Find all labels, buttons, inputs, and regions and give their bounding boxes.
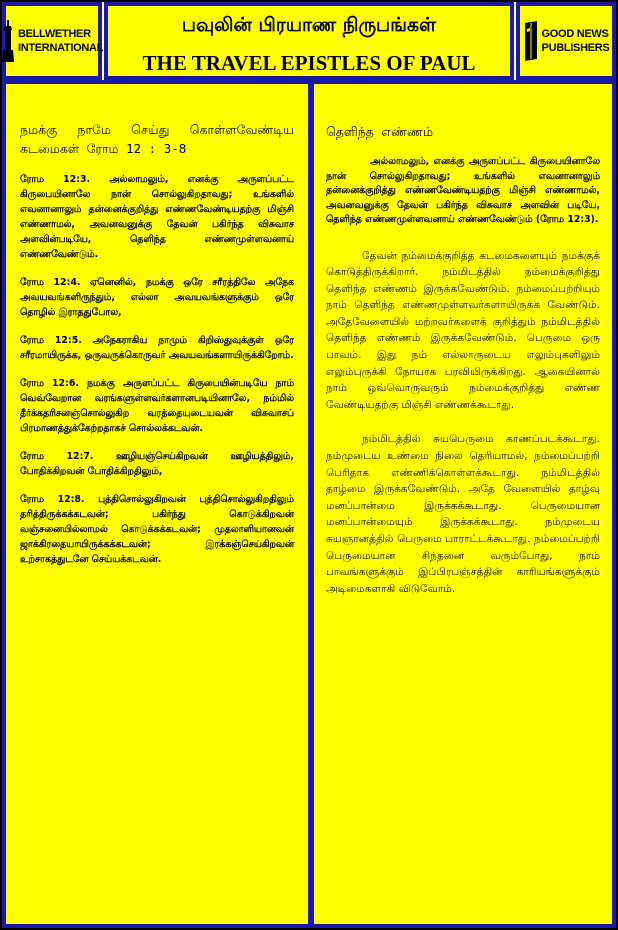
left-heading: நமக்கு நாமே செய்து கொள்ளவேண்டிய கடமைகள் ரோம 12 : 3-8 bbox=[20, 122, 294, 156]
bellwether-logo-line1: BELLWETHER bbox=[17, 28, 91, 40]
content-area bbox=[2, 80, 616, 928]
good-news-logo-box bbox=[516, 2, 616, 80]
right-quote: அல்லாமலும், எனக்கு அருளப்பட்ட கிருபையினாலே நான் சொல்லுகிறதாவது; உங்களில் எவனானாலும் தன்னைக்குறித்து எண்ணவேண்டியதற்கு மிஞ்சி எண்ணாமல், அவனவனுக்கு தேவன் பகிர்ந்த விசுவாச அளவின் படியே, தெளிந்த எண்ணமுள்ளவனாய் எண்ணவேண்டும் (ரோம 12:3). bbox=[326, 156, 600, 225]
left-column bbox=[6, 84, 308, 924]
good-news-logo-line1: GOOD NEWS bbox=[541, 28, 609, 40]
right-column bbox=[314, 84, 612, 924]
verse-12-4: ரோம 12:4. ஏனெனில், நமக்கு ஒரே சரீரத்திலே அநேக அவயவங்களிருந்தும், எல்லா அவயவங்களுக்கும் ஒரே தொழில் இராததுபோல, bbox=[20, 277, 294, 318]
right-paragraph-2: நம்மிடத்தில் சுயபெருமை காணப்படக்கூடாது. நம்முடைய உண்மை நிலை தெரியாமல், நம்மைப்பற்றி பெரிதாக எண்ணிக்கொள்ளக்கூடாது. நம்மிடத்தில் தாழ்மை இருக்கவேண்டும். அதே வேளையில் தாழ்வு மனப்பான்மை இருக்கக்கூடாது. பெருமையான மனப்பான்மையும் இருக்கக்கூடாது. நம்முடைய சுயஞானத்தில் பெருமை பாராட்டக்கூடாது. நம்மைப்பற்றி பெருமையான சிந்தனை வரும்போது, நாம் பாவங்களுக்கும் இப்பிரபஞ்சத்தின் காரியங்களுக்கும் அடிமைகளாகி விடுவோம். bbox=[326, 433, 600, 595]
page-title-tamil: பவுலின் பிரயாண நிருபங்கள் bbox=[181, 14, 437, 36]
good-news-logo-line2: PUBLISHERS bbox=[541, 42, 610, 54]
title-box bbox=[104, 2, 514, 80]
verse-12-5: ரோம 12:5. அநேகராகிய நாமும் கிறிஸ்துவுக்குள் ஒரே சரீரமாயிருக்க, ஒருவருக்கொருவர் அவயவங்களாயிருக்கிறோம். bbox=[20, 335, 294, 361]
right-paragraph-1: தேவன் நம்மைக்குறித்த கடமைகளையும் நமக்குக் கொடுத்திருக்கிறார். நம்மிடத்தில் நம்மைக்குறித்து தெளிந்த எண்ணம் இருக்கவேண்டும். நம்மைப்பற்றியும் நாம் தெளிந்த எண்ணமுள்ளவர்களாயிருக்க வேண்டும். அதேவேளையில் மற்றவர்களைக் குறித்தும் நம்மிடத்தில் தெளிந்த எண்ணம் இருக்கவேண்டும். பெருமை ஒரு பாவம். இது நம் எல்லாருடைய எலும்புகளிலும் எலும்புருக்கி நோயாக பரவியிருக்கிறது. ஆகையினால் நாம் ஒவ்வொருவரும் நம்மைக்குறித்து எண்ண வேண்டியதற்கு மிஞ்சி எண்ணக்கூடாது. bbox=[326, 249, 600, 411]
bellwether-logo-icon bbox=[1, 18, 15, 64]
page-title-english: THE TRAVEL EPISTLES OF PAUL bbox=[142, 51, 476, 75]
header-banner bbox=[2, 2, 616, 80]
good-news-logo bbox=[520, 6, 612, 76]
good-news-logo-icon bbox=[523, 19, 539, 63]
verse-12-3: ரோம 12:3. அல்லாமலும், எனக்கு அருளப்பட்ட கிருபையினாலே நான் சொல்லுகிறதாவது; உங்களில் எவனானாலும் தன்னைக்குறித்து எண்ணவேண்டியதற்கு மிஞ்சி எண்ணாமல், அவனவனுக்கு தேவன் பகிர்ந்த விசுவாச அளவின்படியே, தெளிந்த எண்ணமுள்ளவனாய் எண்ணவேண்டும். bbox=[20, 174, 294, 260]
verse-12-8: ரோம 12:8. புத்திசொல்லுகிறவன் புத்திசொல்லுகிறதிலும் தரித்திருக்கக்கடவன்; பகிர்ந்து கொடுக்கிறவன் வஞ்சனையில்லாமல் கொடுக்கக்கடவன்; முதலாளியானவன் ஜாக்கிரதையாயிருக்கக்கடவன்; இரக்கஞ்செய்கிறவன் உற்சாகத்துடனே செய்யக்கடவன். bbox=[20, 494, 294, 565]
right-heading: தெளிந்த எண்ணம் bbox=[326, 124, 434, 139]
bellwether-logo-box bbox=[2, 2, 102, 80]
verse-12-7: ரோம 12:7. ஊழியஞ்செய்கிறவன் ஊழியத்திலும், போதிக்கிறவன் போதிக்கிறதிலும், bbox=[20, 451, 294, 477]
bellwether-logo-line2: INTERNATIONAL bbox=[17, 42, 104, 54]
verse-12-6: ரோம 12:6. நமக்கு அருளப்பட்ட கிருபையின்படியே நாம் வெவ்வேறான வரங்களுள்ளவர்களானபடியினாலே, நம்மில் தீர்க்கதரிசனஞ்சொல்லுகிற வரத்தையுடையவன் விசுவாசப் பிரமாணத்துக்கேற்றதாகச் சொல்லக்கடவன். bbox=[20, 378, 294, 434]
bellwether-logo bbox=[6, 6, 104, 76]
